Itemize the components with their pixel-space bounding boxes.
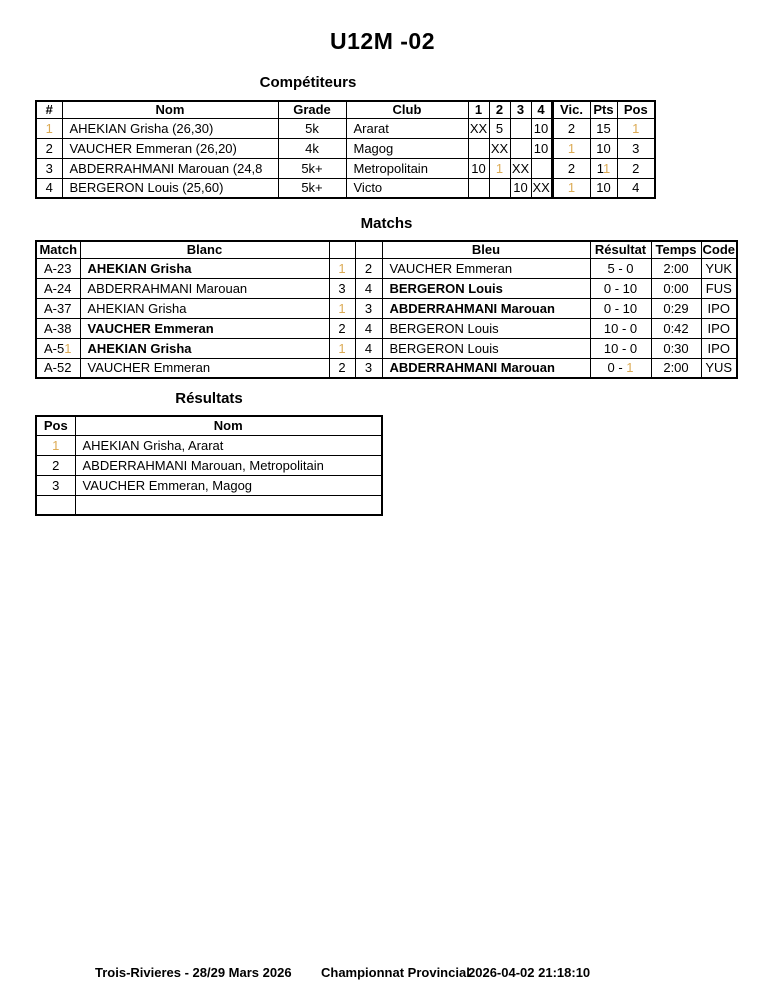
cell-bleu-name: VAUCHER Emmeran xyxy=(382,258,590,278)
cell-blanc-num xyxy=(329,338,355,358)
cell-position: 3 xyxy=(617,138,655,158)
cell-result-vs-1: 10 xyxy=(468,158,489,178)
cell-resultat-highlight-digit: 1 xyxy=(626,360,634,376)
cell-temps: 0:30 xyxy=(651,338,701,358)
resultats-header-row xyxy=(36,416,382,435)
cell-result-vs-4: XX xyxy=(531,178,552,198)
cell-result-vs-3 xyxy=(510,138,531,158)
cell-match-id: A-52 xyxy=(36,358,80,378)
matchs-heading: Matchs xyxy=(360,215,413,232)
cell-victories: 2 xyxy=(552,158,590,178)
cell-resultat: 10 - 0 xyxy=(590,338,651,358)
table-row xyxy=(36,475,382,495)
col-header-nom: Nom xyxy=(75,416,382,435)
table-row xyxy=(36,278,737,298)
col-header-vic: Vic. xyxy=(552,101,590,118)
cell-competitor-club: Victo xyxy=(346,178,468,198)
cell-final-nom xyxy=(75,495,382,515)
cell-competitor-nom: VAUCHER Emmeran (26,20) xyxy=(62,138,278,158)
table-row xyxy=(36,118,655,138)
col-header-pos: Pos xyxy=(617,101,655,118)
col-header-grade: Grade xyxy=(278,101,346,118)
col-header-resultat: Résultat xyxy=(590,241,651,258)
cell-result-vs-2: 5 xyxy=(489,118,510,138)
cell-blanc-num: 2 xyxy=(329,358,355,378)
cell-result-vs-4: 10 xyxy=(531,118,552,138)
cell-result-vs-2: XX xyxy=(489,138,510,158)
cell-result-vs-2 xyxy=(489,158,510,178)
cell-code: IPO xyxy=(701,298,737,318)
cell-bleu-num: 4 xyxy=(355,278,382,298)
cell-victories xyxy=(552,178,590,198)
cell-result-vs-4 xyxy=(531,158,552,178)
col-header-bleu-num xyxy=(355,241,382,258)
col-header-r4: 4 xyxy=(531,101,552,118)
cell-position: 2 xyxy=(617,158,655,178)
cell-temps: 0:42 xyxy=(651,318,701,338)
cell-blanc-name: AHEKIAN Grisha xyxy=(80,258,329,278)
competiteurs-body xyxy=(36,118,655,198)
cell-blanc-name: ABDERRAHMANI Marouan xyxy=(80,278,329,298)
cell-blanc-name: VAUCHER Emmeran xyxy=(80,358,329,378)
cell-match-id: A-23 xyxy=(36,258,80,278)
cell-points: 15 xyxy=(590,118,617,138)
cell-final-pos: 3 xyxy=(36,475,75,495)
cell-bleu-num: 2 xyxy=(355,258,382,278)
cell-result-vs-3 xyxy=(510,118,531,138)
cell-final-pos xyxy=(36,435,75,455)
cell-competitor-club: Magog xyxy=(346,138,468,158)
col-header-code: Code xyxy=(702,242,735,258)
cell-bleu-name: ABDERRAHMANI Marouan xyxy=(382,358,590,378)
cell-points: 10 xyxy=(590,138,617,158)
cell-competitor-club: Ararat xyxy=(346,118,468,138)
cell-competitor-nom: AHEKIAN Grisha (26,30) xyxy=(62,118,278,138)
cell-resultat: 0 - 10 xyxy=(590,278,651,298)
table-row xyxy=(36,258,737,278)
cell-result-vs-4: 10 xyxy=(531,138,552,158)
cell-blanc-name: AHEKIAN Grisha xyxy=(80,298,329,318)
cell-resultat: 0 - 1 xyxy=(590,358,651,378)
cell-final-nom: VAUCHER Emmeran, Magog xyxy=(75,475,382,495)
competiteurs-header-row xyxy=(36,101,655,118)
cell-result-vs-2 xyxy=(489,178,510,198)
table-row xyxy=(36,435,382,455)
cell-code: YUK xyxy=(701,258,737,278)
cell-blanc-num xyxy=(329,258,355,278)
cell-victories-highlight-digit: 1 xyxy=(567,140,576,156)
cell-position: 4 xyxy=(617,178,655,198)
col-header-club: Club xyxy=(346,101,468,118)
cell-victories xyxy=(552,138,590,158)
competiteurs-table xyxy=(35,100,656,199)
cell-code: FUS xyxy=(701,278,737,298)
matchs-body xyxy=(36,258,737,378)
table-row xyxy=(36,455,382,475)
cell-code: IPO xyxy=(701,338,737,358)
cell-competitor-num-highlight-digit: 1 xyxy=(45,120,53,136)
competiteurs-heading: Compétiteurs xyxy=(259,74,357,91)
resultats-body xyxy=(36,435,382,515)
col-header-blanc-num xyxy=(329,241,355,258)
cell-match-id: A-24 xyxy=(36,278,80,298)
cell-competitor-club: Metropolitain xyxy=(346,158,468,178)
cell-points: 10 xyxy=(590,178,617,198)
cell-temps: 2:00 xyxy=(651,358,701,378)
cell-temps: 0:29 xyxy=(651,298,701,318)
cell-bleu-num: 3 xyxy=(355,358,382,378)
cell-blanc-num-highlight-digit: 1 xyxy=(338,260,346,276)
cell-points-highlight-digit: 1 xyxy=(603,160,611,176)
cell-blanc-num: 2 xyxy=(329,318,355,338)
resultats-heading: Résultats xyxy=(175,390,243,407)
cell-temps: 2:00 xyxy=(651,258,701,278)
cell-code: YUS xyxy=(701,358,737,378)
table-row xyxy=(36,158,655,178)
cell-result-vs-2-highlight-digit: 1 xyxy=(495,160,504,176)
cell-temps: 0:00 xyxy=(651,278,701,298)
cell-resultat: 10 - 0 xyxy=(590,318,651,338)
cell-match-id: A-38 xyxy=(36,318,80,338)
cell-bleu-num: 4 xyxy=(355,338,382,358)
col-header-temps: Temps xyxy=(651,241,701,258)
cell-result-vs-3: XX xyxy=(510,158,531,178)
cell-competitor-grade: 5k xyxy=(278,118,346,138)
page-title: U12M -02 xyxy=(330,28,435,54)
cell-competitor-grade: 4k xyxy=(278,138,346,158)
cell-match-id: A-51 xyxy=(36,338,80,358)
cell-position-highlight-digit: 1 xyxy=(632,120,640,136)
cell-bleu-name: ABDERRAHMANI Marouan xyxy=(382,298,590,318)
cell-match-id-highlight-digit: 1 xyxy=(64,340,72,356)
cell-final-nom: ABDERRAHMANI Marouan, Metropolitain xyxy=(75,455,382,475)
cell-bleu-num: 4 xyxy=(355,318,382,338)
matchs-header-row xyxy=(36,241,737,258)
cell-resultat: 5 - 0 xyxy=(590,258,651,278)
cell-bleu-num: 3 xyxy=(355,298,382,318)
table-row xyxy=(36,138,655,158)
cell-points: 11 xyxy=(590,158,617,178)
footer-event-location-date: Trois-Rivieres - 28/29 Mars 2026 xyxy=(95,965,292,980)
cell-result-vs-1 xyxy=(468,178,489,198)
cell-bleu-name: BERGERON Louis xyxy=(382,338,590,358)
cell-final-nom: AHEKIAN Grisha, Ararat xyxy=(75,435,382,455)
cell-blanc-num-highlight-digit: 1 xyxy=(338,300,346,316)
col-header-match: Match xyxy=(36,241,80,258)
col-header-pos: Pos xyxy=(36,416,75,435)
cell-bleu-name: BERGERON Louis xyxy=(382,278,590,298)
col-header-pts: Pts xyxy=(590,101,617,118)
col-header-bleu: Bleu xyxy=(382,241,590,258)
cell-position xyxy=(617,118,655,138)
cell-result-vs-1 xyxy=(468,138,489,158)
cell-blanc-name: AHEKIAN Grisha xyxy=(80,338,329,358)
cell-competitor-num: 3 xyxy=(36,158,62,178)
col-header-blanc: Blanc xyxy=(80,241,329,258)
cell-blanc-num-highlight-digit: 1 xyxy=(338,340,346,356)
cell-competitor-nom: BERGERON Louis (25,60) xyxy=(62,178,278,198)
cell-final-pos-highlight-digit: 1 xyxy=(52,437,60,453)
cell-competitor-num: 4 xyxy=(36,178,62,198)
cell-final-pos xyxy=(36,495,75,515)
cell-competitor-num: 2 xyxy=(36,138,62,158)
table-row xyxy=(36,298,737,318)
col-header-r1: 1 xyxy=(468,101,489,118)
col-header-r2: 2 xyxy=(489,101,510,118)
col-header-r3: 3 xyxy=(510,101,531,118)
footer-championship-label: Championnat Provincial xyxy=(321,965,470,980)
table-row xyxy=(36,338,737,358)
cell-final-pos: 2 xyxy=(36,455,75,475)
cell-bleu-name: BERGERON Louis xyxy=(382,318,590,338)
cell-resultat: 0 - 10 xyxy=(590,298,651,318)
cell-competitor-grade: 5k+ xyxy=(278,158,346,178)
cell-match-id: A-37 xyxy=(36,298,80,318)
matchs-table xyxy=(35,240,738,379)
cell-victories: 2 xyxy=(552,118,590,138)
table-row xyxy=(36,318,737,338)
cell-blanc-num: 3 xyxy=(329,278,355,298)
table-row xyxy=(36,495,382,515)
cell-victories-highlight-digit: 1 xyxy=(567,180,576,196)
cell-competitor-grade: 5k+ xyxy=(278,178,346,198)
cell-result-vs-1: XX xyxy=(468,118,489,138)
footer-timestamp: 2026-04-02 21:18:10 xyxy=(468,965,591,980)
resultats-table xyxy=(35,415,383,516)
table-row xyxy=(36,178,655,198)
table-row xyxy=(36,358,737,378)
cell-result-vs-3: 10 xyxy=(510,178,531,198)
col-header-num: # xyxy=(36,101,62,118)
cell-blanc-name: VAUCHER Emmeran xyxy=(80,318,329,338)
cell-code: IPO xyxy=(701,318,737,338)
cell-competitor-nom: ABDERRAHMANI Marouan (24,8 xyxy=(62,158,278,178)
cell-competitor-num xyxy=(36,118,62,138)
cell-blanc-num xyxy=(329,298,355,318)
col-header-nom: Nom xyxy=(62,101,278,118)
